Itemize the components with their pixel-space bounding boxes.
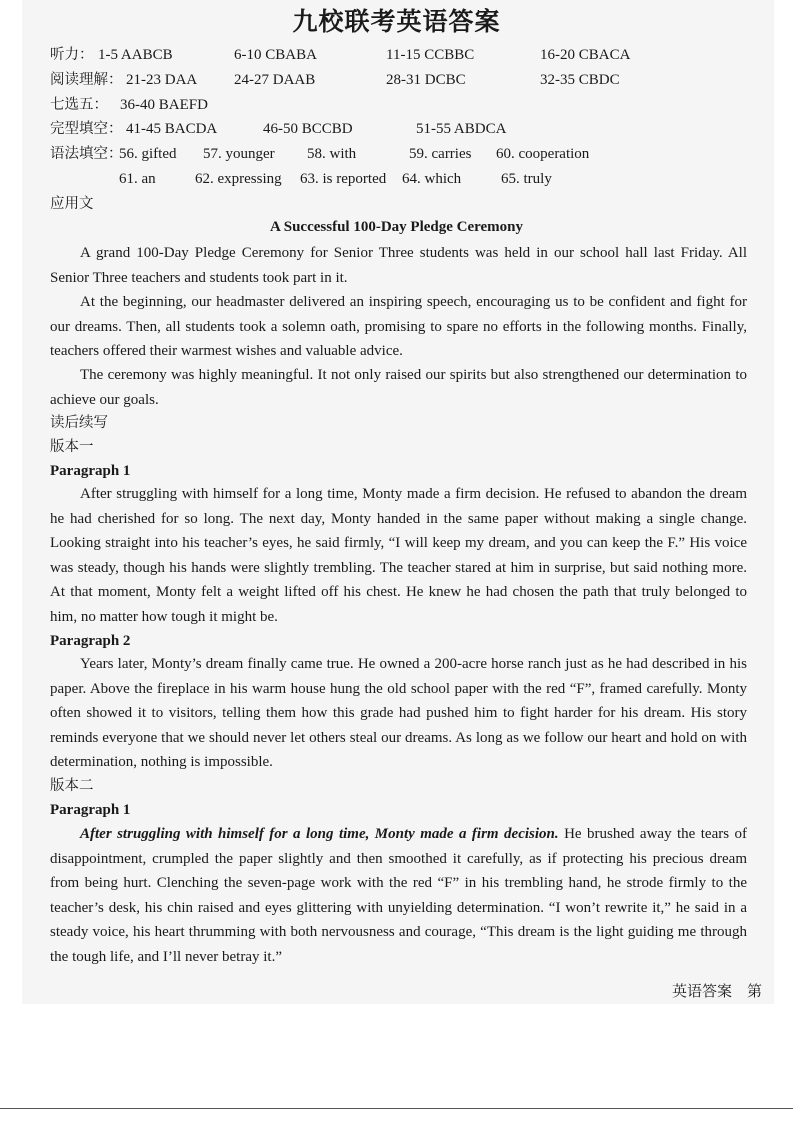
grammar-answer: 57. younger	[203, 146, 275, 162]
bottom-divider	[0, 1108, 793, 1109]
grammar-answer: 62. expressing	[195, 171, 282, 187]
version-1-paragraph-1-heading: Paragraph 1	[50, 463, 131, 479]
essay-title: A Successful 100-Day Pledge Ceremony	[269, 219, 524, 235]
grammar-answer: 59. carries	[409, 146, 472, 162]
version-2-label: 版本二	[50, 778, 94, 794]
answer-group: 41-45 BACDA	[126, 121, 218, 137]
version-2-lead-sentence: After struggling with himself for a long time, Monty made a firm decision.	[80, 826, 559, 842]
grammar-answer: 56. gifted	[119, 146, 177, 162]
version-1-paragraph-2: Years later, Monty’s dream finally came true. He owned a 200-acre horse ranch just as he had described in his paper. Above the fireplace in his warm house hung the old school paper with the red “F”, framed carefully. Monty often showed it to visitors, telling them how this grade had pushed him to fight harder for his dream. His story reminds everyone that we should never let others steal our dreams. As long as we follow our heart and hold on with determination, nothing is impossible.	[50, 656, 747, 770]
writing-paragraph: The ceremony was highly meaningful. It not only raised our spirits but also strengthened our determination to achieve our goals.	[50, 367, 747, 408]
version-1-paragraph-1: After struggling with himself for a long time, Monty made a firm decision. He refused to abandon the dream he had cherished for so long. The next day, Monty handed in the same paper without making a single change. Looking straight into his teacher’s eyes, he said firmly, “I will keep my dream, and you can keep the F.” His voice was steady, though his hands were slightly trembling. The teacher stared at him in surprise, but said nothing more. At that moment, Monty felt a weight lifted off his chest. He knew he had chosen the path that truly belonged to him, no matter how tough it might be.	[50, 486, 747, 625]
grammar-label: 语法填空：	[50, 146, 123, 162]
reading-label: 阅读理解：	[50, 72, 123, 88]
version-1-label: 版本一	[50, 439, 94, 455]
version-2-paragraph-1-heading: Paragraph 1	[50, 802, 131, 818]
answer-group: 24-27 DAAB	[234, 72, 316, 88]
section-label-continuation: 读后续写	[50, 415, 108, 431]
cloze-label: 完型填空：	[50, 121, 123, 137]
answer-group: 21-23 DAA	[126, 72, 198, 88]
version-2-body: He brushed away the tears of disappointment, crumpled the paper slightly and then smoothed it carefully, as if protecting his precious dream from being hurt. Clenching the seven-page work with the red “F” in his trembling hand, he strode firmly to the teacher’s desk, his chin raised and eyes glittering with unyielding determination. “I won’t rewrite it,” he said in a steady voice, his heart thrumming with both nervousness and courage, “This dream is the light guiding me through the tough life, and I’ll never betray it.”	[50, 826, 748, 965]
answer-group: 11-15 CCBBC	[386, 47, 475, 63]
answer-group: 6-10 CBABA	[234, 47, 317, 63]
page-footer: 英语答案 第	[672, 982, 763, 1000]
writing-paragraph: At the beginning, our headmaster delivered an inspiring speech, encouraging us to be confident and fight for our dreams. Then, all students took a solemn oath, promising to spare no efforts in the following months. Finally, teachers offered their warmest wishes and valuable advice.	[50, 294, 747, 359]
seven-five-label: 七选五：	[50, 97, 108, 113]
grammar-answer: 61. an	[119, 171, 156, 187]
answer-group: 36-40 BAEFD	[120, 97, 208, 113]
version-1-paragraph-2-heading: Paragraph 2	[50, 633, 131, 649]
writing-paragraph: A grand 100-Day Pledge Ceremony for Senior Three students was held in our school hall last Friday. All Senior Three teachers and students took part in it.	[50, 245, 747, 286]
answer-group: 28-31 DCBC	[386, 72, 466, 88]
answer-group: 16-20 CBACA	[540, 47, 631, 63]
listening-label: 听力：	[50, 47, 94, 63]
answer-group: 46-50 BCCBD	[263, 121, 353, 137]
answer-group: 51-55 ABDCA	[416, 121, 507, 137]
grammar-answer: 60. cooperation	[496, 146, 590, 162]
answer-group: 32-35 CBDC	[540, 72, 620, 88]
grammar-answer: 64. which	[402, 171, 462, 187]
version-2-paragraph-1	[50, 822, 747, 969]
section-label-writing: 应用文	[50, 196, 94, 212]
grammar-answer: 63. is reported	[300, 171, 387, 187]
grammar-answer: 65. truly	[501, 171, 552, 187]
page-title: 九校联考英语答案	[292, 7, 501, 36]
answer-group: 1-5 AABCB	[98, 47, 173, 63]
grammar-answer: 58. with	[307, 146, 357, 162]
